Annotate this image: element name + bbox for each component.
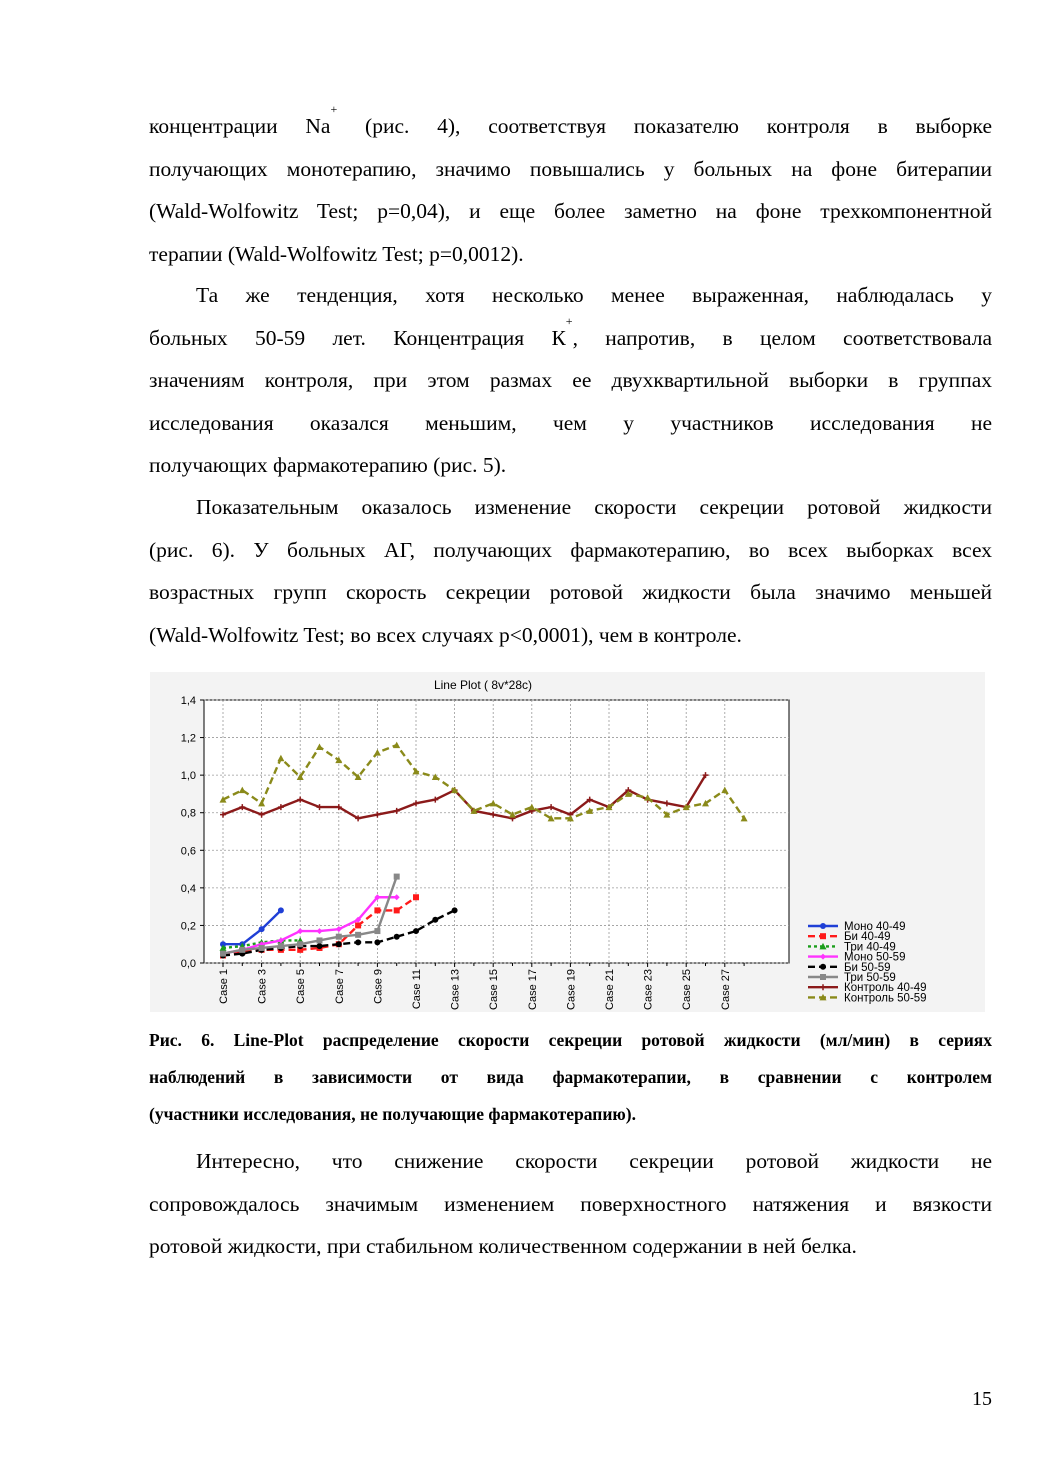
data-point — [394, 934, 400, 940]
caption-line-2: наблюдений в зависимости от вида фармакотерапии, в сравнении с контролем — [149, 1067, 992, 1087]
data-point — [259, 926, 265, 932]
y-tick-label: 0,8 — [180, 807, 196, 820]
y-tick-label: 1,4 — [180, 695, 196, 707]
x-tick-label: Case 17 — [526, 969, 539, 1010]
x-tick-label: Case 27 — [719, 969, 732, 1010]
y-tick-label: 1,0 — [180, 770, 196, 783]
y-tick-label: 0,6 — [180, 845, 196, 858]
data-point — [413, 894, 419, 900]
p2-line-1: Та же тенденция, хотя несколько менее выраженная, наблюдалась у — [196, 283, 992, 307]
legend-label: Контроль 50-59 — [844, 992, 927, 1005]
p2-line-2: больных 50-59 лет. Концентрация К+, напротив, в целом соответствовала — [149, 313, 992, 350]
data-point — [413, 928, 419, 934]
data-point — [374, 939, 380, 945]
x-tick-label: Case 13 — [449, 969, 462, 1010]
data-point — [394, 874, 400, 880]
p3-line-2: (рис. 6). У больных АГ, получающих фармакотерапию, во всех выборках всех — [149, 537, 992, 562]
x-tick-label: Case 25 — [681, 969, 694, 1010]
x-tick-label: Case 15 — [488, 969, 501, 1010]
figure-caption — [149, 1022, 992, 1133]
data-point — [452, 907, 458, 913]
legend-label: Три 40-49 — [844, 941, 896, 954]
data-point — [374, 928, 380, 934]
p2-line-5: получающих фармакотерапию (рис. 5). — [149, 453, 507, 477]
legend-label: Би 50-59 — [844, 961, 891, 974]
data-point — [317, 943, 323, 949]
p2-line-3: значениям контроля, при этом размах ее двухквартильной выборки в группах — [149, 368, 992, 392]
x-tick-label: Case 19 — [565, 969, 578, 1010]
data-point — [278, 943, 284, 949]
data-point — [820, 933, 826, 939]
p3-line-1: Показательным оказалось изменение скорости секреции ротовой жидкости — [196, 495, 992, 519]
y-tick-label: 0,2 — [180, 920, 196, 933]
plot-area — [204, 700, 789, 963]
paragraph-2 — [149, 274, 992, 487]
data-point — [820, 923, 826, 929]
x-tick-label: Case 3 — [256, 969, 269, 1004]
data-point — [394, 907, 400, 913]
data-point — [336, 934, 342, 940]
p1-line-2: получающих монотерапию, значимо повышались у больных на фоне битерапии — [149, 156, 992, 181]
paragraph-4 — [149, 1140, 992, 1268]
caption-line-3: (участники исследования, не получающие фармакотерапию). — [149, 1104, 636, 1124]
data-point — [355, 932, 361, 938]
x-tick-label: Case 5 — [295, 969, 308, 1004]
data-point — [820, 974, 826, 980]
p4-line-3: ротовой жидкости, при стабильном количественном содержании в ней белка. — [149, 1234, 857, 1258]
y-tick-label: 0,0 — [180, 958, 196, 970]
page-number: 15 — [972, 1388, 992, 1410]
legend-label: Три 50-59 — [844, 972, 896, 984]
p4-line-2: сопровождалось значимым изменением поверхностного натяжения и вязкости — [149, 1191, 992, 1216]
x-tick-label: Case 23 — [642, 969, 655, 1010]
y-tick-label: 0,4 — [180, 882, 196, 895]
paragraph-3 — [149, 486, 992, 656]
data-point — [820, 964, 826, 970]
data-point — [355, 939, 361, 945]
data-point — [259, 945, 265, 951]
data-point — [220, 951, 226, 957]
p2-line-4: исследования оказался меньшим, чем у участников исследования не — [149, 410, 992, 435]
data-point — [297, 941, 303, 947]
x-tick-label: Case 1 — [218, 969, 230, 1004]
p4-line-1: Интересно, что снижение скорости секреции ротовой жидкости не — [196, 1149, 992, 1173]
x-tick-label: Case 11 — [411, 969, 423, 1010]
legend-label: Би 40-49 — [844, 931, 891, 944]
data-point — [317, 937, 323, 943]
x-tick-label: Case 9 — [372, 969, 385, 1004]
x-tick-label: Case 7 — [333, 969, 346, 1004]
legend-label: Моно 50-59 — [844, 951, 906, 964]
p1-line-3: (Wald-Wolfowitz Test; p=0,04), и еще более заметно на фоне трехкомпонентной — [149, 199, 992, 223]
p1-line-4: терапии (Wald-Wolfowitz Test; p=0,0012). — [149, 241, 524, 266]
caption-line-1: Рис. 6. Line-Plot распределение скорости секреции ротовой жидкости (мл/мин) в сериях — [149, 1030, 992, 1050]
line-plot-figure — [150, 672, 985, 1012]
data-point — [336, 941, 342, 947]
data-point — [239, 947, 245, 953]
legend-label: Моно 40-49 — [844, 921, 906, 933]
p1-line-1: концентрации Na+ (рис. 4), соответствуя показателю контроля в выборке — [149, 102, 992, 138]
y-tick-label: 1,2 — [180, 732, 196, 745]
paragraph-1 — [149, 102, 992, 275]
data-point — [374, 907, 380, 913]
data-point — [432, 917, 438, 923]
p3-line-4: (Wald-Wolfowitz Test; во всех случаях p<0,0001), чем в контроле. — [149, 622, 742, 647]
legend-label: Контроль 40-49 — [844, 982, 927, 995]
p3-line-3: возрастных групп скорость секреции ротовой жидкости была значимо меньшей — [149, 580, 992, 604]
data-point — [278, 907, 284, 913]
chart-title: Line Plot ( 8v*28c) — [433, 678, 533, 692]
data-point — [355, 922, 361, 928]
x-tick-label: Case 21 — [604, 969, 616, 1010]
